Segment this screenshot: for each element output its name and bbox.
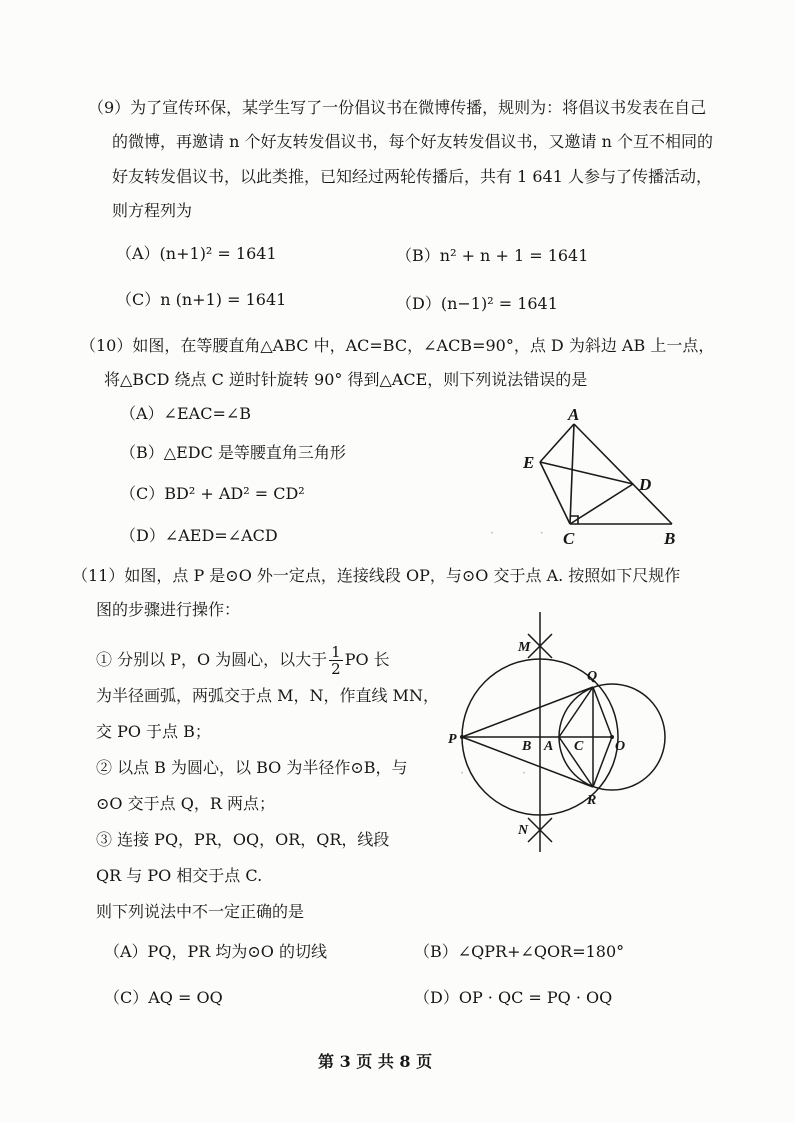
- q10-line-1: （10）如图，在等腰直角△ABC 中，AC=BC，∠ACB=90°，点 D 为斜边 AB 上一点，: [80, 336, 715, 355]
- q10-option-b: （B）△EDC 是等腰直角三角形: [120, 443, 346, 462]
- q9-option-d: （D）(n−1)² = 1641: [396, 294, 558, 313]
- q10-side-ec: [540, 462, 570, 524]
- q11-question: 则下列说法中不一定正确的是: [96, 902, 305, 921]
- q10-label-b: B: [664, 529, 676, 548]
- q10-label-a: A: [568, 405, 580, 424]
- q11-step-line-5: ⊙O 交于点 Q，R 两点；: [96, 794, 275, 813]
- q11-construction-figure: [440, 600, 680, 860]
- q9-option-b: （B）n² + n + 1 = 1641: [396, 246, 589, 265]
- q11-label-m: M: [518, 640, 531, 655]
- q11-line-2: 图的步骤进行操作：: [96, 600, 241, 619]
- scan-artifact: · ·: [460, 766, 527, 781]
- q11-fraction-denominator: 2: [331, 660, 341, 678]
- q11-fraction-numerator: 1: [331, 643, 341, 661]
- q11-step-1-text: ① 分别以 P，O 为圆心，以大于: [96, 650, 328, 669]
- q9-line-2: 的微博，再邀请 n 个好友转发倡议书，每个好友转发倡议书，又邀请 n 个互不相同的: [112, 132, 713, 151]
- q11-segment-aq: [559, 687, 593, 737]
- q9-line-1: （9）为了宣传环保，某学生写了一份倡议书在微博传播，规则为：将倡议书发表在自己: [88, 98, 707, 117]
- q11-label-q: Q: [587, 669, 598, 684]
- q10-label-c: C: [563, 529, 575, 548]
- q11-label-n: N: [518, 823, 529, 838]
- q11-fraction: [329, 644, 343, 677]
- q11-option-a: （A）PQ，PR 均为⊙O 的切线: [104, 942, 327, 961]
- q11-label-p: P: [448, 732, 457, 747]
- scan-artifact: · ·: [490, 526, 544, 541]
- q11-label-a: A: [544, 739, 554, 754]
- q11-option-b: （B）∠QPR+∠QOR=180°: [414, 942, 625, 961]
- q11-line-1: （11）如图，点 P 是⊙O 外一定点，连接线段 OP，与⊙O 交于点 A. 按照如下尺规作: [72, 566, 681, 585]
- q11-step-line-7: QR 与 PO 相交于点 C.: [96, 866, 263, 885]
- q10-label-e: E: [523, 453, 535, 472]
- q10-side-ac: [570, 424, 574, 524]
- q11-label-r: R: [587, 793, 597, 808]
- q9-line-4: 则方程列为: [112, 201, 193, 220]
- q9-option-c: （C）n (n+1) = 1641: [116, 290, 287, 309]
- q9-option-a: （A）(n+1)² = 1641: [116, 244, 277, 263]
- q11-label-b: B: [522, 739, 532, 754]
- q11-step-1: [96, 642, 390, 678]
- q11-step-line-3: 交 PO 于点 B；: [96, 722, 211, 741]
- q11-option-d: （D）OP · QC = PQ · OQ: [414, 988, 613, 1007]
- q11-step-line-2: 为半径画弧，两弧交于点 M，N，作直线 MN，: [96, 686, 439, 705]
- q11-label-o: O: [615, 739, 626, 754]
- q11-step-2: ② 以点 B 为圆心，以 BO 为半径作⊙B，与: [96, 758, 408, 777]
- q10-line-2: 将△BCD 绕点 C 逆时针旋转 90° 得到△ACE，则下列说法错误的是: [104, 370, 588, 389]
- page-footer: 第 3 页 共 8 页: [318, 1052, 433, 1071]
- q10-option-d: （D）∠AED=∠ACD: [120, 526, 278, 545]
- q10-side-ae: [540, 424, 574, 462]
- q11-label-c: C: [574, 739, 584, 754]
- q10-label-d: D: [639, 475, 652, 494]
- q11-option-c: （C）AQ = OQ: [104, 988, 223, 1007]
- q10-option-c: （C）BD² + AD² = CD²: [120, 484, 305, 503]
- q10-option-a: （A）∠EAC=∠B: [120, 404, 252, 423]
- q11-step-3: ③ 连接 PQ，PR，OQ，OR，QR，线段: [96, 830, 390, 849]
- q10-side-cd: [570, 484, 633, 524]
- q11-segment-or: [593, 737, 612, 787]
- q9-line-3: 好友转发倡议书，以此类推，已知经过两轮传播后，共有 1 641 人参与了传播活动，: [112, 167, 712, 186]
- q10-side-ed: [540, 462, 633, 484]
- q11-step-1-tail: PO 长: [344, 650, 390, 669]
- q11-segment-pq: [462, 687, 593, 737]
- q11-segment-oq: [593, 687, 612, 737]
